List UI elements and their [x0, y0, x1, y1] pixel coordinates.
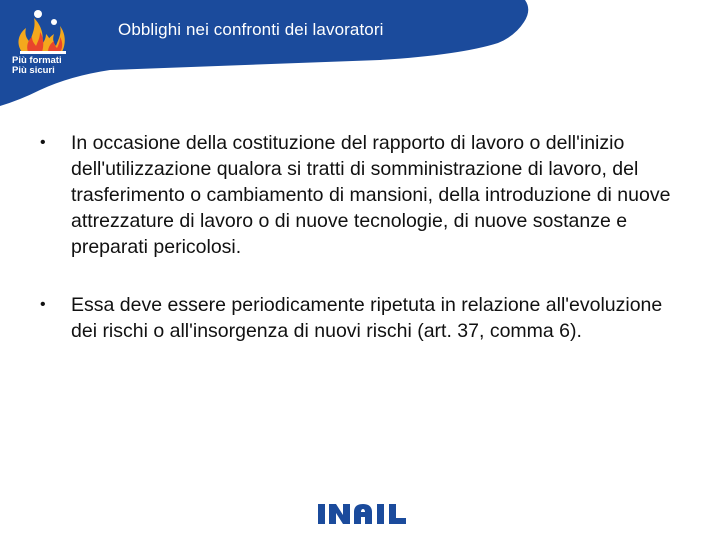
slide-body — [40, 130, 680, 376]
header-band — [0, 0, 720, 110]
bullet-text: In occasione della costituzione del rapporto di lavoro o dell'inizio dell'utilizzazione qualora si tratti di somministrazione di lavoro, del trasferimento o cambiamento di mansioni, della introduzione di nuove attrezzature di lavoro o di nuove tecnologie, di nuove sostanze e preparati pericolosi. — [71, 132, 671, 258]
header-shape — [0, 0, 720, 110]
bullet-marker: • — [40, 296, 46, 313]
bullet-text: Essa deve essere periodicamente ripetuta in relazione all'evoluzione dei rischi o all'insorgenza di nuovi rischi (art. 37, comma 6). — [71, 294, 663, 342]
slide-title: Obblighi nei confronti dei lavoratori — [118, 20, 384, 39]
flame-logo-icon — [8, 4, 76, 60]
bullet-item — [40, 292, 680, 344]
logo-text-line2: Più sicuri — [12, 65, 55, 76]
bullet-item — [40, 130, 680, 260]
bullet-marker: • — [40, 134, 46, 151]
inail-logo — [316, 498, 412, 528]
inail-logo-icon — [316, 498, 412, 528]
logo-text-line1: Più formati — [12, 55, 62, 66]
logo-text — [12, 56, 62, 76]
